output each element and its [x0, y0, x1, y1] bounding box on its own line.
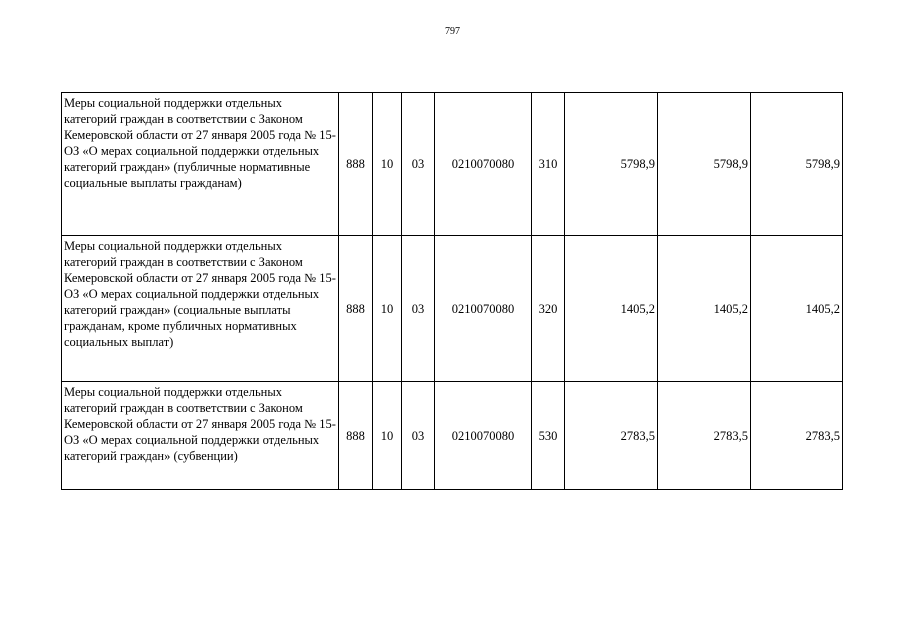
target-code-cell: 0210070080 [435, 382, 532, 490]
ministry-code-cell: 888 [339, 236, 373, 382]
amount-cell: 1405,2 [565, 236, 658, 382]
amount-cell: 5798,9 [751, 93, 843, 236]
amount-cell: 2783,5 [751, 382, 843, 490]
subsection-code-cell: 03 [402, 93, 435, 236]
description-cell: Меры социальной поддержки отдельных категорий граждан в соответствии с Законом Кемеровской области от 27 января 2005 года № 15-ОЗ «О мерах социальной поддержки отдельных категорий граждан» (субвенции) [62, 382, 339, 490]
subsection-code-cell: 03 [402, 236, 435, 382]
expense-type-cell: 320 [532, 236, 565, 382]
subsection-code-cell: 03 [402, 382, 435, 490]
description-cell: Меры социальной поддержки отдельных категорий граждан в соответствии с Законом Кемеровской области от 27 января 2005 года № 15-ОЗ «О мерах социальной поддержки отдельных категорий граждан» (публичные нормативные социальные выплаты гражданам) [62, 93, 339, 236]
budget-table [61, 92, 843, 490]
table-row [62, 382, 843, 490]
amount-cell: 5798,9 [658, 93, 751, 236]
amount-cell: 2783,5 [565, 382, 658, 490]
amount-cell: 2783,5 [658, 382, 751, 490]
target-code-cell: 0210070080 [435, 93, 532, 236]
section-code-cell: 10 [373, 93, 402, 236]
section-code-cell: 10 [373, 236, 402, 382]
expense-type-cell: 530 [532, 382, 565, 490]
amount-cell: 1405,2 [751, 236, 843, 382]
ministry-code-cell: 888 [339, 93, 373, 236]
section-code-cell: 10 [373, 382, 402, 490]
table-row [62, 236, 843, 382]
expense-type-cell: 310 [532, 93, 565, 236]
page-number: 797 [445, 26, 460, 37]
amount-cell: 1405,2 [658, 236, 751, 382]
description-cell: Меры социальной поддержки отдельных категорий граждан в соответствии с Законом Кемеровской области от 27 января 2005 года № 15-ОЗ «О мерах социальной поддержки отдельных категорий граждан» (социальные выплаты гражданам, кроме публичных нормативных социальных выплат) [62, 236, 339, 382]
target-code-cell: 0210070080 [435, 236, 532, 382]
ministry-code-cell: 888 [339, 382, 373, 490]
amount-cell: 5798,9 [565, 93, 658, 236]
table-row [62, 93, 843, 236]
